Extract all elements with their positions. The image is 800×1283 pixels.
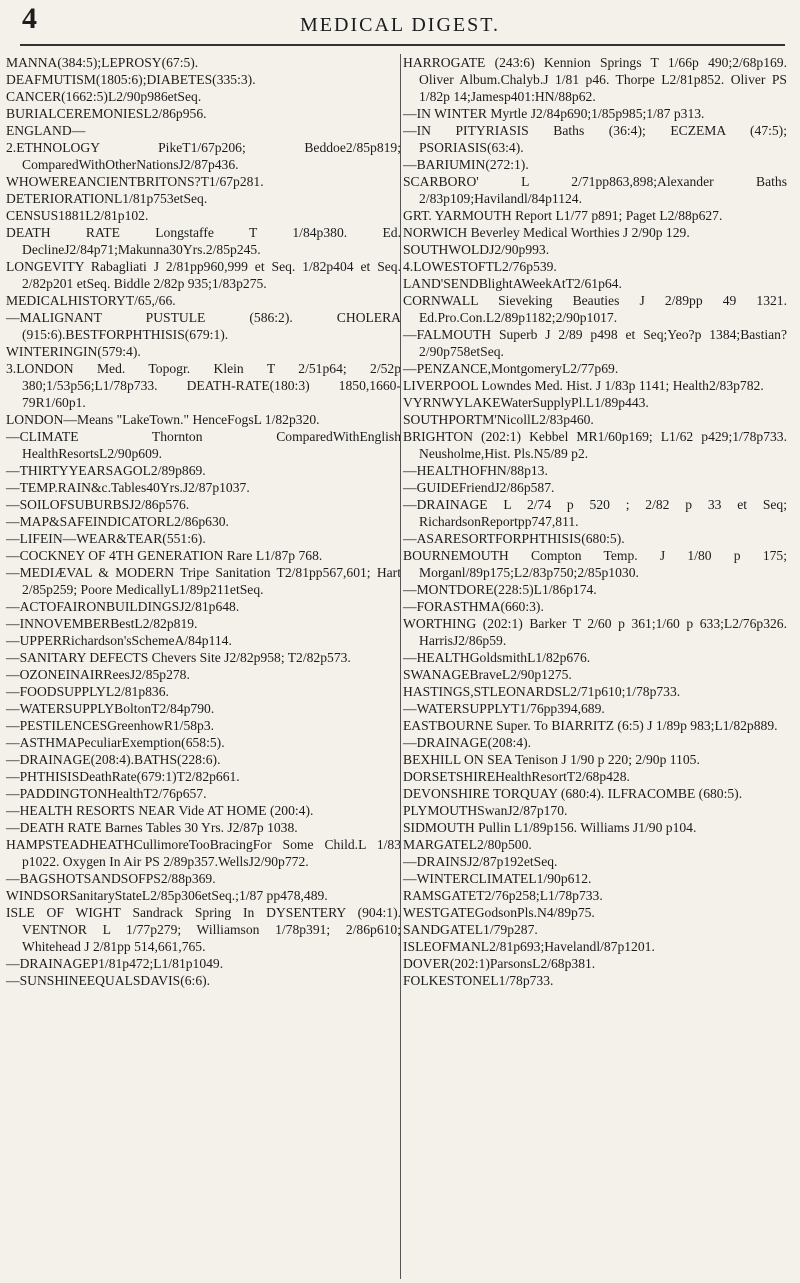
column-divider (400, 54, 401, 1279)
index-entry: —LIFEIN—WEAR&TEAR(551:6). (6, 531, 206, 546)
index-entry: 3.LONDON Med. Topogr. Klein T 2/51p64; 2/52p 380;1/53p56;L1/78p733. DEATH-RATE(180:3) 1850,1660-79R1/60p1. (6, 361, 401, 410)
index-entry: ISLE OF WIGHT Sandrack Spring In DYSENTERY (904:1). VENTNOR L 1/77p279; Williamson 1/78p391; 2/86p610; Whitehead J 2/81pp 514,661,765. (6, 905, 401, 954)
running-title: MEDICAL DIGEST. (300, 14, 500, 36)
index-entry: CORNWALL Sieveking Beauties J 2/89pp 49 1321. Ed.Pro.Con.L2/89p1182;2/90p1017. (403, 293, 787, 325)
index-entry: —OZONEINAIRReesJ2/85p278. (6, 667, 190, 682)
index-entry: MANNA(384:5);LEPROSY(67:5). (6, 55, 199, 70)
index-entry: LIVERPOOL Lowndes Med. Hist. J 1/83p 1141; Health2/83p782. (403, 378, 764, 393)
index-entry: DEATH RATE Longstaffe T 1/84p380. Ed. DeclineJ2/84p71;Makunna30Yrs.2/85p245. (6, 225, 401, 257)
index-entry: —DRAINSJ2/87p192etSeq. (403, 854, 558, 869)
index-entry: —ACTOFAIRONBUILDINGSJ2/81p648. (6, 599, 240, 614)
index-entry: BEXHILL ON SEA Tenison J 1/90 p 220; 2/90p 1105. (403, 752, 700, 767)
index-entry: —HEALTHGoldsmithL1/82p676. (403, 650, 591, 665)
index-entry: LAND'SENDBlightAWeekAtT2/61p64. (403, 276, 622, 291)
index-entry: CANCER(1662:5)L2/90p986etSeq. (6, 89, 202, 104)
index-entry: NORWICH Beverley Medical Worthies J 2/90p 129. (403, 225, 690, 240)
index-entry: SANDGATEL1/79p287. (403, 922, 538, 937)
index-entry: DEVONSHIRE TORQUAY (680:4). ILFRACOMBE (680:5). (403, 786, 743, 801)
index-entry: —MEDIÆVAL & MODERN Tripe Sanitation T2/81pp567,601; Hart 2/85p259; Poore MedicallyL1/89p211etSeq. (6, 565, 401, 597)
index-entry: —DEATH RATE Barnes Tables 30 Yrs. J2/87p 1038. (6, 820, 298, 835)
index-entry: DOVER(202:1)ParsonsL2/68p381. (403, 956, 596, 971)
index-entry: DORSETSHIREHealthResortT2/68p428. (403, 769, 630, 784)
page-number: 4 (22, 2, 37, 35)
index-entry: —DRAINAGE(208:4). (403, 735, 531, 750)
index-entry: DEAFMUTISM(1805:6);DIABETES(335:3). (6, 72, 256, 87)
index-entry: GRT. YARMOUTH Report L1/77 p891; Paget L2/88p627. (403, 208, 723, 223)
index-entry: —HEALTHOFHN/88p13. (403, 463, 548, 478)
index-entry: —ASARESORTFORPHTHISIS(680:5). (403, 531, 625, 546)
index-entry: —WATERSUPPLYBoltonT2/84p790. (6, 701, 215, 716)
index-entry: FOLKESTONEL1/78p733. (403, 973, 554, 988)
left-column (6, 54, 401, 989)
index-entry: —BARIUMIN(272:1). (403, 157, 529, 172)
index-entry: 4.LOWESTOFTL2/76p539. (403, 259, 557, 274)
index-entry: WINDSORSanitaryStateL2/85p306etSeq.;1/87 pp478,489. (6, 888, 328, 903)
header-rule (20, 44, 785, 46)
index-entry: HASTINGS,STLEONARDSL2/71p610;1/78p733. (403, 684, 681, 699)
index-entry: BRIGHTON (202:1) Kebbel MR1/60p169; L1/62 p429;1/78p733. Neusholme,Hist. Pls.N5/89 p2. (403, 429, 787, 461)
index-entry: —THIRTYYEARSAGOL2/89p869. (6, 463, 206, 478)
index-entry: —SOILOFSUBURBSJ2/86p576. (6, 497, 190, 512)
index-entry: SOUTHWOLDJ2/90p993. (403, 242, 550, 257)
index-entry: —FORASTHMA(660:3). (403, 599, 544, 614)
index-entry: CENSUS1881L2/81p102. (6, 208, 149, 223)
index-entry: —SANITARY DEFECTS Chevers Site J2/82p958; T2/82p573. (6, 650, 351, 665)
index-entry: —WINTERCLIMATEL1/90p612. (403, 871, 592, 886)
index-entry: SWANAGEBraveL2/90p1275. (403, 667, 572, 682)
index-entry: HAMPSTEADHEATHCullimoreTooBracingFor Some Child.L 1/83 p1022. Oxygen In Air PS 2/89p357.WellsJ2/90p772. (6, 837, 401, 869)
index-entry: —COCKNEY OF 4TH GENERATION Rare L1/87p 768. (6, 548, 323, 563)
index-entry: —FALMOUTH Superb J 2/89 p498 et Seq;Yeo?p 1384;Bastian?2/90p758etSeq. (403, 327, 787, 359)
index-entry: ENGLAND— (6, 123, 86, 138)
right-column (403, 54, 787, 989)
index-entry: WINTERINGIN(579:4). (6, 344, 141, 359)
index-entry: PLYMOUTHSwanJ2/87p170. (403, 803, 568, 818)
index-entry: —INNOVEMBERBestL2/82p819. (6, 616, 198, 631)
index-entry: —DRAINAGE(208:4).BATHS(228:6). (6, 752, 221, 767)
index-entry: BOURNEMOUTH Compton Temp. J 1/80 p 175; Morganl/89p175;L2/83p750;2/85p1030. (403, 548, 787, 580)
index-entry: WORTHING (202:1) Barker T 2/60 p 361;1/60 p 633;L2/76p326. HarrisJ2/86p59. (403, 616, 787, 648)
index-entry: RAMSGATET2/76p258;L1/78p733. (403, 888, 603, 903)
index-entry: ISLEOFMANL2/81p693;Havelandl/87p1201. (403, 939, 655, 954)
index-entry: MEDICALHISTORYT/65,/66. (6, 293, 176, 308)
index-entry: —TEMP.RAIN&c.Tables40Yrs.J2/87p1037. (6, 480, 250, 495)
index-entry: —FOODSUPPLYL2/81p836. (6, 684, 169, 699)
index-entry: LONDON—Means "LakeTown." HenceFogsL 1/82p320. (6, 412, 320, 427)
index-entry: BURIALCEREMONIESL2/86p956. (6, 106, 207, 121)
index-entry: SOUTHPORTM'NicollL2/83p460. (403, 412, 594, 427)
index-entry: —UPPERRichardson'sSchemeA/84p114. (6, 633, 232, 648)
index-entry: —BAGSHOTSANDSOFPS2/88p369. (6, 871, 216, 886)
index-entry: DETERIORATIONL1/81p753etSeq. (6, 191, 208, 206)
index-entry: HARROGATE (243:6) Kennion Springs T 1/66p 490;2/68p169. Oliver Album.Chalyb.J 1/81 p46. Thorpe L2/81p852. Oliver PS 1/82p 14;Jamesp401:HN/88p62. (403, 55, 787, 104)
index-entry: —PENZANCE,MontgomeryL2/77p69. (403, 361, 619, 376)
index-entry: —PADDINGTONHealthT2/76p657. (6, 786, 207, 801)
index-entry: SIDMOUTH Pullin L1/89p156. Williams J1/90 p104. (403, 820, 697, 835)
index-entry: —SUNSHINEEQUALSDAVIS(6:6). (6, 973, 211, 988)
index-entry: —MALIGNANT PUSTULE (586:2). CHOLERA (915:6).BESTFORPHTHISIS(679:1). (6, 310, 401, 342)
index-entry: EASTBOURNE Super. To BIARRITZ (6:5) J 1/89p 983;L1/82p889. (403, 718, 778, 733)
index-entry: —ASTHMAPeculiarExemption(658:5). (6, 735, 225, 750)
index-entry: —GUIDEFriendJ2/86p587. (403, 480, 555, 495)
index-entry: —DRAINAGEP1/81p472;L1/81p1049. (6, 956, 224, 971)
index-entry: —IN WINTER Myrtle J2/84p690;1/85p985;1/87 p313. (403, 106, 705, 121)
index-entry: —PHTHISISDeathRate(679:1)T2/82p661. (6, 769, 240, 784)
index-entry: —DRAINAGE L 2/74 p 520 ; 2/82 p 33 et Seq; RichardsonReportpp747,811. (403, 497, 787, 529)
index-entry: LONGEVITY Rabagliati J 2/81pp960,999 et Seq. 1/82p404 et Seq. 2/82p201 etSeq. Biddle 2/82p 935;1/83p275. (6, 259, 401, 291)
index-entry: —CLIMATE Thornton ComparedWithEnglish HealthResortsL2/90p609. (6, 429, 401, 461)
index-entry: —IN PITYRIASIS Baths (36:4); ECZEMA (47:5); PSORIASIS(63:4). (403, 123, 787, 155)
index-entry: MARGATEL2/80p500. (403, 837, 532, 852)
index-entry: 2.ETHNOLOGY PikeT1/67p206; Beddoe2/85p819; ComparedWithOtherNationsJ2/87p436. (6, 140, 401, 172)
index-entry: —MONTDORE(228:5)L1/86p174. (403, 582, 597, 597)
index-entry: —WATERSUPPLYT1/76pp394,689. (403, 701, 605, 716)
index-entry: SCARBORO' L 2/71pp863,898;Alexander Baths 2/83p109;Havilandl/84p1124. (403, 174, 787, 206)
index-entry: WHOWEREANCIENTBRITONS?T1/67p281. (6, 174, 264, 189)
index-entry: VYRNWYLAKEWaterSupplyPl.L1/89p443. (403, 395, 649, 410)
index-entry: WESTGATEGodsonPls.N4/89p75. (403, 905, 595, 920)
index-entry: —PESTILENCESGreenhowR1/58p3. (6, 718, 215, 733)
index-entry: —MAP&SAFEINDICATORL2/86p630. (6, 514, 229, 529)
index-entry: —HEALTH RESORTS NEAR Vide AT HOME (200:4). (6, 803, 314, 818)
